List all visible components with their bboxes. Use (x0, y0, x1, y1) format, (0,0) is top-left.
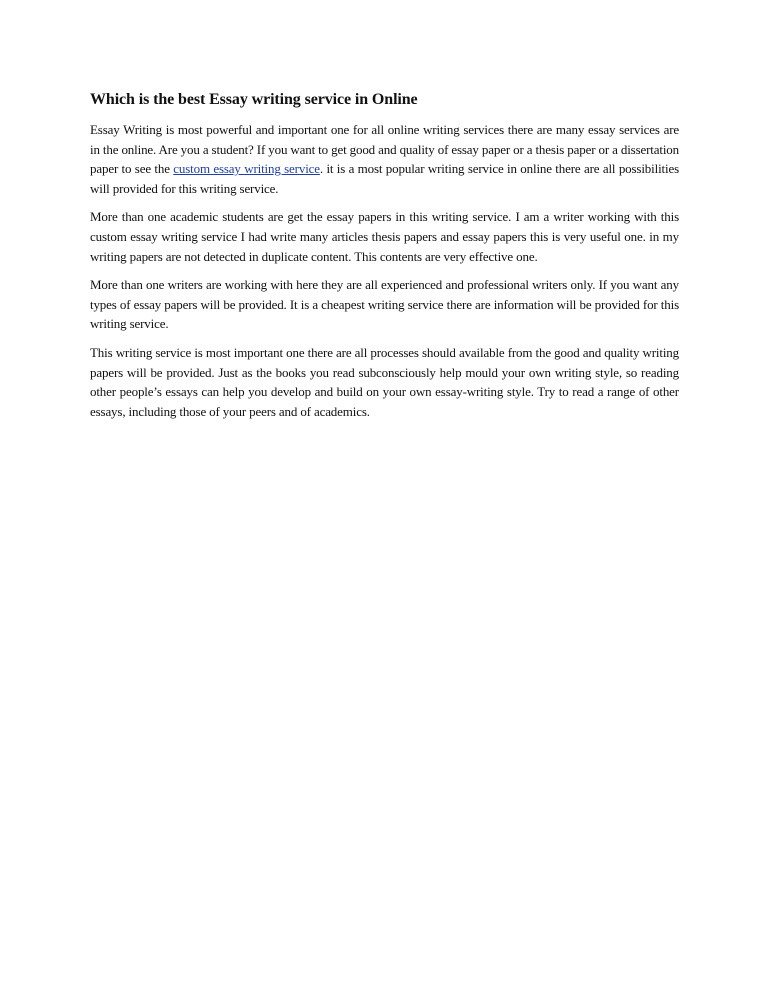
custom-essay-writing-service-link[interactable]: custom essay writing service (173, 161, 320, 177)
document-body (90, 88, 679, 430)
paragraph-4: This writing service is most important one there are all processes should available from the good and quality writing papers will be provided. Just as the books you read subconsciously help mould your own writing style, so reading other people’s essays can help you develop and build on your own essay-writing style. Try to read a range of other essays, including those of your peers and of academics. (90, 344, 679, 419)
document-title: Which is the best Essay writing service in Online (90, 91, 418, 108)
paragraph-1 (90, 120, 679, 198)
paragraph-2: More than one academic students are get the essay papers in this writing service. I am a writer working with this custom essay writing service I had write many articles thesis papers and essay papers this is very useful one. in my writing papers are not detected in duplicate content. This contents are very effective one. (90, 209, 679, 264)
paragraph-1-text-after-link: . it is a most popular writing service in online there are all possibilities will provided for this writing service. (90, 161, 679, 196)
paragraph-3: More than one writers are working with here they are all experienced and professional writers only. If you want any types of essay papers will be provided. It is a cheapest writing service there are information will be provided for this writing service. (90, 277, 679, 332)
paragraph-1-text-before-link: Essay Writing is most powerful and important one for all online writing services there are many essay services are in the online. Are you a student? If you want to get good and quality of essay paper or a thesis paper or a dissertation paper to see the (90, 122, 679, 177)
